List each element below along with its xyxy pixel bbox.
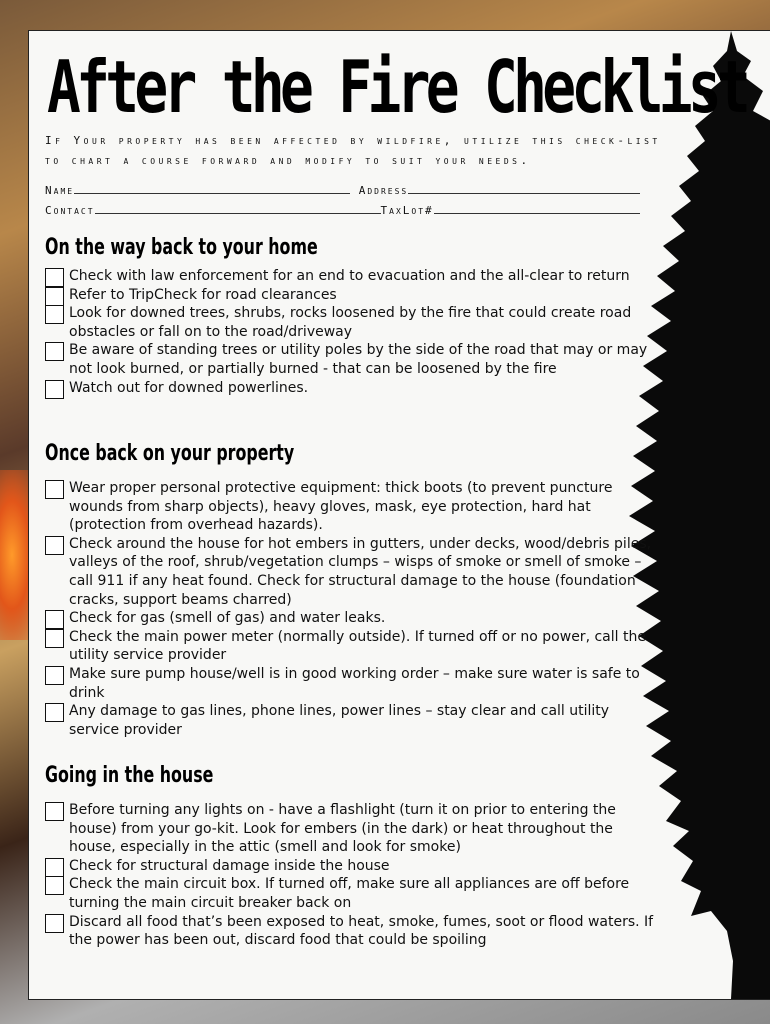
checklist-item: Make sure pump house/well is in good working order – make sure water is safe to drink <box>45 665 655 702</box>
checkbox[interactable] <box>45 268 64 287</box>
section-heading-property: Once back on your property <box>45 441 295 466</box>
checklist-item: Be aware of standing trees or utility poles by the side of the road that may or may not look burned, or partially burned - that can be loosened by the fire <box>45 341 655 378</box>
page-title: After the Fire Checklist <box>47 45 747 129</box>
checklist-property <box>45 479 655 739</box>
checklist-item: Refer to TripCheck for road clearances <box>45 286 655 305</box>
section-heading-house: Going in the house <box>45 763 214 788</box>
checklist-item: Before turning any lights on - have a flashlight (turn it on prior to entering the house) from your go-kit. Look for embers (in the dark) or heat throughout the house, especially in the attic (smell and look for smoke) <box>45 801 655 857</box>
checklist-item: Check for gas (smell of gas) and water leaks. <box>45 609 655 628</box>
checklist-item: Look for downed trees, shrubs, rocks loosened by the fire that could create road obstacles or fall on to the road/driveway <box>45 304 655 341</box>
checkbox[interactable] <box>45 536 64 555</box>
checklist-item: Check with law enforcement for an end to evacuation and the all-clear to return <box>45 267 655 286</box>
checklist-way-back <box>45 267 655 397</box>
form-row-contact-taxlot <box>45 203 640 217</box>
checkbox[interactable] <box>45 305 64 324</box>
checkbox[interactable] <box>45 666 64 685</box>
intro-text: If Your property has been affected by wildfire, utilize this check-list to chart a course forward and modify to suit your needs. <box>45 134 661 167</box>
checklist-item: Check for structural damage inside the house <box>45 857 655 876</box>
checklist-item: Watch out for downed powerlines. <box>45 379 655 398</box>
address-field[interactable] <box>408 183 640 194</box>
checklist-item: Check around the house for hot embers in gutters, under decks, wood/debris piles, valleys of the roof, shrub/vegetation clumps – wisps of smoke or smell of smoke – call 911 if any heat found. Check for structural damage to the house (foundation cracks, support beams charred) <box>45 535 655 609</box>
checkbox[interactable] <box>45 914 64 933</box>
checkbox[interactable] <box>45 802 64 821</box>
checkbox[interactable] <box>45 380 64 399</box>
checkbox[interactable] <box>45 287 64 306</box>
name-label: Name <box>45 184 75 197</box>
contact-label: Contact <box>45 204 95 217</box>
checkbox[interactable] <box>45 876 64 895</box>
checklist-sheet <box>28 30 770 1000</box>
checkbox[interactable] <box>45 703 64 722</box>
taxlot-field[interactable] <box>434 203 640 214</box>
address-label: Address <box>358 184 409 197</box>
checklist-item: Wear proper personal protective equipment: thick boots (to prevent puncture wounds from sharp objects), heavy gloves, mask, eye protection, hard hat (protection from overhead hazards). <box>45 479 655 535</box>
taxlot-label: TaxLot# <box>380 204 434 217</box>
checkbox[interactable] <box>45 342 64 361</box>
checkbox[interactable] <box>45 858 64 877</box>
form-row-name-address <box>45 183 640 197</box>
checklist-item: Check the main power meter (normally outside). If turned off or no power, call the utility service provider <box>45 628 655 665</box>
checklist-house <box>45 801 655 950</box>
checklist-item: Discard all food that’s been exposed to heat, smoke, fumes, soot or flood waters. If the power has been out, discard food that could be spoiling <box>45 913 655 950</box>
checkbox[interactable] <box>45 480 64 499</box>
checkbox[interactable] <box>45 629 64 648</box>
section-heading-way-back: On the way back to your home <box>45 235 318 260</box>
contact-field[interactable] <box>95 203 381 214</box>
checklist-item: Check the main circuit box. If turned off, make sure all appliances are off before turning the main circuit breaker back on <box>45 875 655 912</box>
checkbox[interactable] <box>45 610 64 629</box>
checklist-item: Any damage to gas lines, phone lines, power lines – stay clear and call utility service provider <box>45 702 655 739</box>
name-field[interactable] <box>74 183 350 194</box>
